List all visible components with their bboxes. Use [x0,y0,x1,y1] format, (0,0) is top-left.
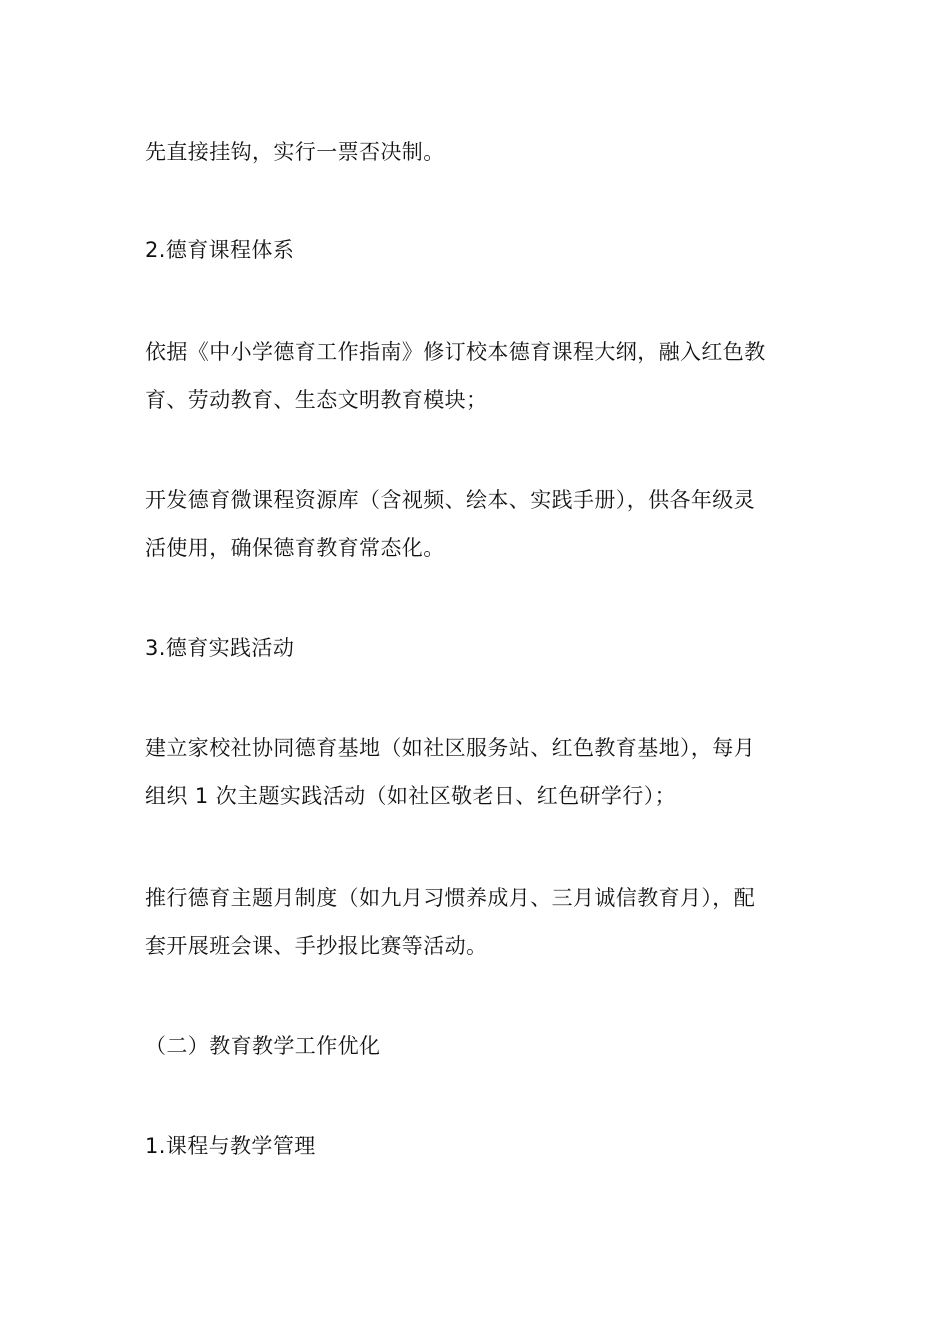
paragraph-curriculum-outline [145,328,810,424]
paragraph-practice-base [145,724,810,820]
heading-moral-curriculum [145,226,810,274]
text-line: 组织 1 次主题实践活动（如社区敬老日、红色研学行）； [145,784,677,808]
text-line: 先直接挂钩，实行一票否决制。 [145,140,445,164]
text-line: 育、劳动教育、生态文明教育模块； [145,388,488,412]
text-line: 活使用，确保德育教育常态化。 [145,536,445,560]
heading-curriculum-management [145,1122,810,1170]
paragraph-intro-continuation [145,128,810,176]
text-line: （二）教育教学工作优化 [145,1034,381,1058]
heading-teaching-optimization [145,1022,810,1070]
text-line: 开发德育微课程资源库（含视频、绘本、实践手册），供各年级灵 [145,488,756,512]
text-line: 套开展班会课、手抄报比赛等活动。 [145,934,488,958]
text-line: 依据《中小学德育工作指南》修订校本德育课程大纲，融入红色教 [145,340,766,364]
text-line: 推行德育主题月制度（如九月习惯养成月、三月诚信教育月），配 [145,886,756,910]
paragraph-theme-month [145,874,810,970]
text-line: 建立家校社协同德育基地（如社区服务站、红色教育基地），每月 [145,736,756,760]
heading-moral-practice [145,624,810,672]
text-line: 2.德育课程体系 [145,238,295,262]
text-line: 1.课程与教学管理 [145,1134,316,1158]
text-line: 3.德育实践活动 [145,636,295,660]
paragraph-micro-course-library [145,476,810,572]
